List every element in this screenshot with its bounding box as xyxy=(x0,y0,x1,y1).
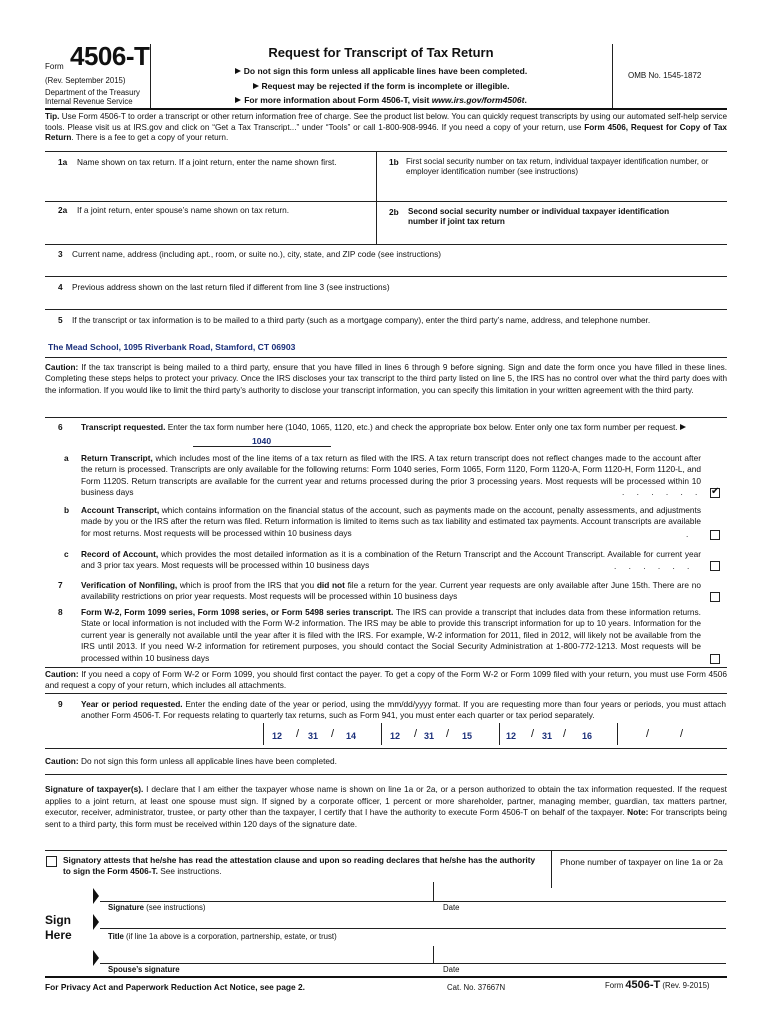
sign-here-label: Sign Here xyxy=(45,913,72,942)
footer-form-id: Form 4506-T (Rev. 9-2015) xyxy=(605,979,710,991)
title-field[interactable] xyxy=(100,915,430,927)
line-6c-text: Record of Account, which provides the most detailed information as it is a combination of the Return Transcript and the Account Transcript. Available for current year and 3 prior tax years. Most requests will be processed within 10 business days xyxy=(81,549,701,571)
spouse-name-field[interactable] xyxy=(45,222,375,243)
irs-link[interactable]: www.irs.gov/form4506t xyxy=(431,95,525,105)
department: Department of the Treasury xyxy=(45,88,140,97)
tax-form-value: 1040 xyxy=(252,436,272,446)
third-party-field[interactable]: The Mead School, 1095 Riverbank Road, Stamford, CT 06903 xyxy=(48,342,296,352)
form-number: 4506-T xyxy=(70,41,150,71)
line-8-number: 8 xyxy=(58,607,63,617)
nonfiling-checkbox[interactable] xyxy=(710,592,720,602)
line-1a-number: 1a xyxy=(58,157,68,167)
line-6-label: Transcript requested. Enter the tax form number here (1040, 1065, 1120, etc.) and check the appropriate box below. Enter only one tax form number per request. xyxy=(81,422,726,433)
account-transcript-checkbox[interactable] xyxy=(710,530,720,540)
line-1b-label: First social security number on tax return, individual taxpayer identification number, or employer identification number (see instructions) xyxy=(406,157,709,176)
spouse-signature-label: Spouse’s signature xyxy=(108,965,180,974)
spouse-ssn-field[interactable] xyxy=(378,226,726,243)
catalog-number: Cat. No. 37667N xyxy=(447,983,506,992)
date-label: Date xyxy=(443,903,460,912)
line-3-label: Current name, address (including apt., room, or suite no.), city, state, and ZIP code (see instructions) xyxy=(72,249,442,259)
line-6a-text: Return Transcript, which includes most of the line items of a tax return as filed with the IRS. A tax return transcript does not reflect changes made to the account after the return is processed. Transcripts are only available for the following returns: Form 1040 series, Form 1065, Form 1120, Form 1120-A, Form 1120-H, Form 1120-L, and Form 1120S. Return transcripts are available for the current year and returns processed during the prior 3 processing years. Most requests will be processed within 10 business days xyxy=(81,453,701,498)
attestation-checkbox[interactable] xyxy=(46,856,57,867)
line-2b-label: Second social security number or individual taxpayer identification number if joint tax return xyxy=(408,207,670,227)
line-1a-label: Name shown on tax return. If a joint return, enter the name shown first. xyxy=(77,157,337,167)
previous-address-field[interactable] xyxy=(45,293,727,308)
form-title: Request for Transcript of Tax Return xyxy=(268,45,494,60)
form-revision: (Rev. September 2015) xyxy=(45,76,126,85)
name-field[interactable] xyxy=(45,178,375,200)
signature-arrow-2 xyxy=(93,914,99,930)
attestation-text: Signatory attests that he/she has read the attestation clause and upon so reading declares that he/she has the authority to sign the Form 4506-T. See instructions. xyxy=(63,855,536,876)
title-label: Title (if line 1a above is a corporation, partnership, estate, or trust) xyxy=(108,932,337,941)
caution-w2: Caution: If you need a copy of Form W-2 or Form 1099, you should first contact the payer. To get a copy of the Form W-2 or Form 1099 filed with your return, you must use Form 4506 and request a copy of your return, which includes all attachments. xyxy=(45,669,727,691)
privacy-notice: For Privacy Act and Paperwork Reduction Act Notice, see page 2. xyxy=(45,982,306,992)
line-4-label: Previous address shown on the last return filed if different from line 3 (see instructions) xyxy=(72,282,390,292)
line-6-number: 6 xyxy=(58,422,63,432)
line-6b-letter: b xyxy=(64,505,70,515)
line-5-label: If the transcript or tax information is to be mailed to a third party (such as a mortgage company), enter the third party’s name, address, and telephone number. xyxy=(72,315,651,325)
line-8-text: Form W-2, Form 1099 series, Form 1098 series, or Form 5498 series transcript. The IRS can provide a transcript that includes data from these information returns. State or local information is not included with the Form W-2 information. The IRS may be able to provide this transcript information for up to 10 years. Information for the current year is generally not available until the year after it is filed with the IRS. For example, W-2 information for 2011, filed in 2012, will likely not be available from the IRS until 2013. If you need W-2 information for retirement purposes, you should contact the Social Security Administration at 1-800-772-1213. Most requests will be processed within 10 business days xyxy=(81,607,701,663)
tip-paragraph: Tip. Use Form 4506-T to order a transcript or other return information free of charge. See the product list below. You can quickly request transcripts by using our automated self-help service tools. Please visit us at IRS.gov and click on “Get a Tax Transcript...” under “Tools” or call 1-800-908-9946. If you need a copy of your return, use Form 4506, Request for Copy of Tax Return. There is a fee to get a copy of your return. xyxy=(45,112,727,142)
line-3-number: 3 xyxy=(58,249,63,259)
record-of-account-checkbox[interactable] xyxy=(710,561,720,571)
current-address-field[interactable] xyxy=(45,260,727,275)
caution-third-party: Caution: If the tax transcript is being mailed to a third party, ensure that you have filled in lines 6 through 9 before signing. Sign and date the form once you have filled in these lines. Completing these steps helps to protect your privacy. Once the IRS discloses your tax transcript to the third party listed on line 5, the IRS has no control over what the third party does with the information. If you would like to limit the third party’s authority to disclose your transcript information, you can specify this limitation in your written agreement with the third party. xyxy=(45,363,727,395)
header-note-2: Request may be rejected if the form is incomplete or illegible. xyxy=(150,81,612,92)
w2-transcript-checkbox[interactable] xyxy=(710,654,720,664)
taxpayer-signature-field[interactable] xyxy=(100,887,430,901)
return-transcript-checkbox[interactable] xyxy=(710,488,720,498)
signature-arrow-3 xyxy=(93,950,99,966)
line-5-number: 5 xyxy=(58,315,63,325)
line-6a-letter: a xyxy=(64,453,69,463)
form-word: Form xyxy=(45,62,64,71)
date2-label: Date xyxy=(443,965,460,974)
omb-number: OMB No. 1545-1872 xyxy=(628,71,702,80)
header-note-3: For more information about Form 4506-T, visit www.irs.gov/form4506t. xyxy=(150,95,612,106)
period-date-1[interactable]: 12 / 31 / 14 xyxy=(272,728,357,741)
ssn-field[interactable] xyxy=(378,178,726,200)
spouse-signature-field[interactable] xyxy=(100,949,430,963)
header-note-1: Do not sign this form unless all applicable lines have been completed. xyxy=(150,66,612,77)
line-4-number: 4 xyxy=(58,282,63,292)
caution-sign: Caution: Do not sign this form unless all applicable lines have been completed. xyxy=(45,756,337,766)
period-date-2[interactable]: 12 / 31 / 15 xyxy=(390,728,473,741)
line-2a-label: If a joint return, enter spouse’s name shown on tax return. xyxy=(77,205,289,215)
line-1b-number: 1b xyxy=(389,157,399,167)
line-6c-letter: c xyxy=(64,549,69,559)
agency: Internal Revenue Service xyxy=(45,97,133,106)
line-7-text: Verification of Nonfiling, which is proof from the IRS that you did not file a return for the year. Current year requests are only available after June 15th. There are no availability restrictions on prior year requests. Most requests will be processed within 10 business days xyxy=(81,580,701,602)
line-2b-number: 2b xyxy=(389,207,399,217)
line-6b-text: Account Transcript, which contains information on the financial status of the account, such as payments made on the account, penalty assessments, and adjustments made by you or the IRS after the return was filed. Return information is limited to items such as tax liability and estimated tax payments. Account transcripts are available for most returns. Most requests will be processed within 10 business days xyxy=(81,505,701,538)
signature-declaration: Signature of taxpayer(s). I declare that I am either the taxpayer whose name is shown on line 1a or 2a, or a person authorized to obtain the tax information requested. If the request applies to a joint return, at least one spouse must sign. If signed by a corporate officer, 1 percent or more shareholder, partner, managing member, guardian, tax matters partner, executor, receiver, administrator, trustee, or party other than the taxpayer, I certify that I have the authority to execute Form 4506-T on behalf of the taxpayer. Note: For transcripts being sent to a third party, this form must be received within 120 days of the signature date. xyxy=(45,784,727,829)
period-date-4[interactable]: / / xyxy=(646,728,684,740)
period-date-3[interactable]: 12 / 31 / 16 xyxy=(506,728,593,741)
signature-arrow-1 xyxy=(93,888,99,904)
phone-field[interactable] xyxy=(553,880,725,888)
phone-label: Phone number of taxpayer on line 1a or 2a xyxy=(560,857,723,867)
line-9-number: 9 xyxy=(58,699,63,709)
signature-label: Signature (see instructions) xyxy=(108,903,206,912)
line-7-number: 7 xyxy=(58,580,63,590)
line-2a-number: 2a xyxy=(58,205,68,215)
line-9-text: Year or period requested. Enter the ending date of the year or period, using the mm/dd/yyyy format. If you are requesting more than four years or periods, you must attach another Form 4506-T. For requests relating to quarterly tax returns, such as Form 941, you must enter each quarter or tax period separately. xyxy=(81,699,727,721)
